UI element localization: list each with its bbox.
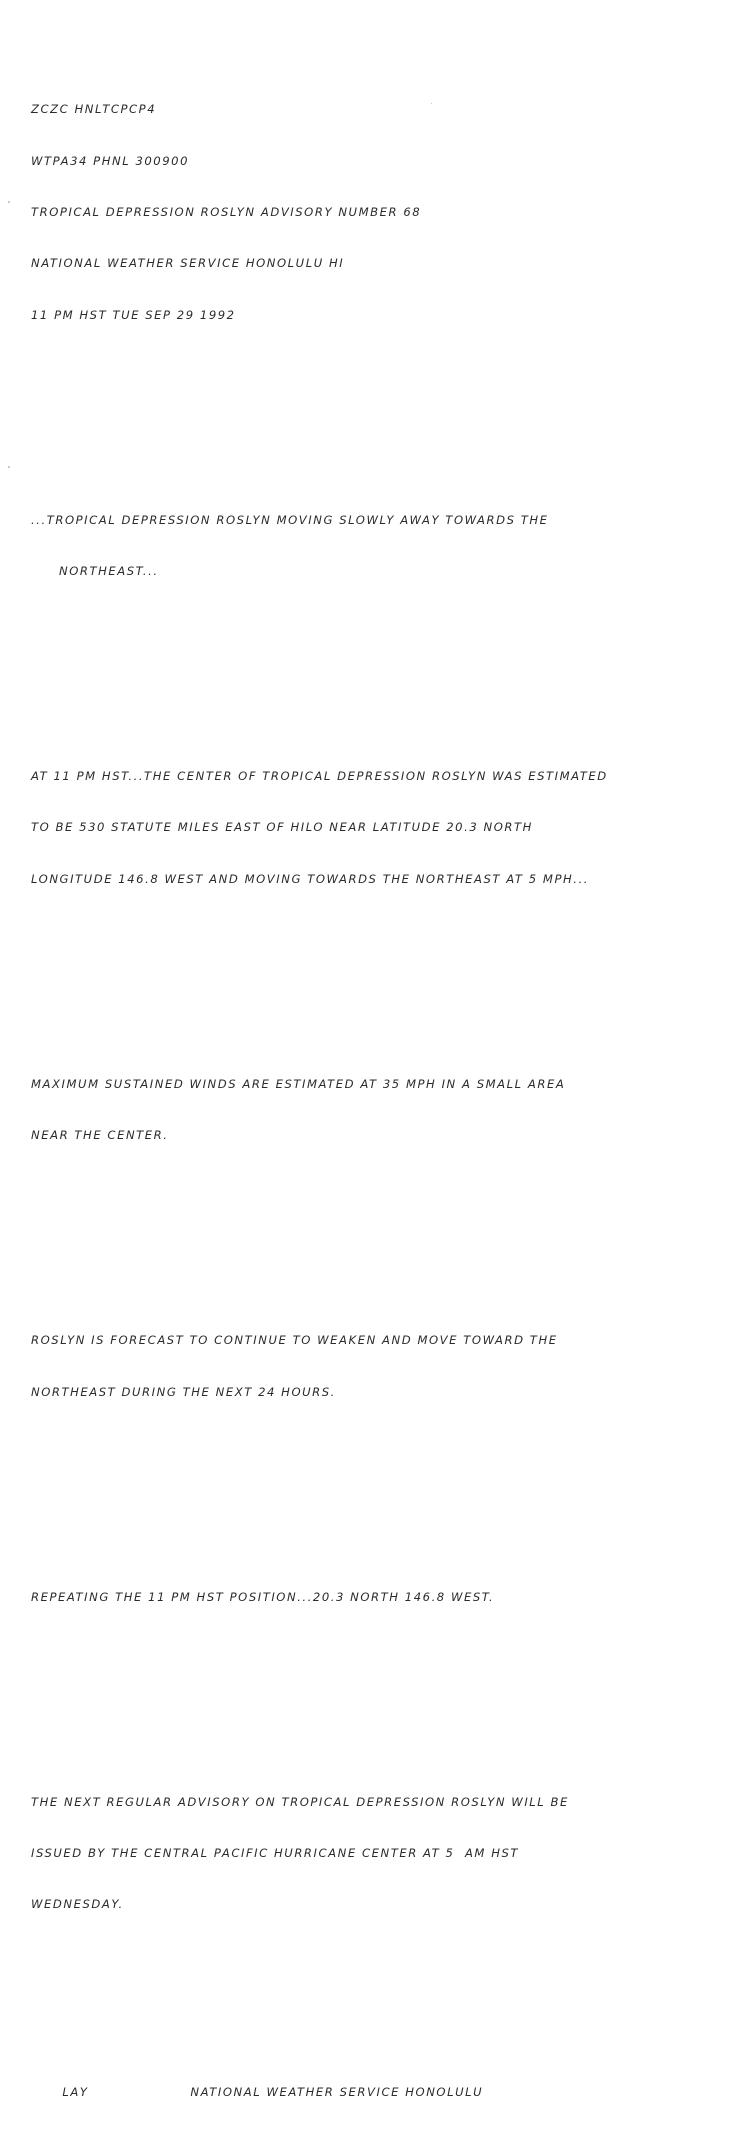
paragraph-line: NORTHEAST DURING THE NEXT 24 HOURS. [31, 1384, 336, 1399]
signature-line [31, 2067, 731, 2100]
paragraph-line: WEDNESDAY. [31, 1897, 124, 1912]
bulletin-header [31, 67, 731, 358]
blank-line [31, 1230, 731, 1247]
blank-line [31, 1486, 731, 1503]
wmo-header: WTPA34 PHNL 300900 [31, 153, 190, 168]
blank-line [31, 1691, 731, 1708]
paragraph-line: AT 11 PM HST...THE CENTER OF TROPICAL DEPRESSION ROSLYN WAS ESTIMATED [31, 769, 608, 784]
paragraph-line: NEAR THE CENTER. [31, 1128, 169, 1143]
paragraph-line: ISSUED BY THE CENTRAL PACIFIC HURRICANE CENTER AT 5 AM HST [31, 1846, 520, 1861]
scan-speck [431, 103, 432, 104]
issuing-office: NATIONAL WEATHER SERVICE HONOLULU HI [31, 256, 345, 271]
headline-line: NORTHEAST... [59, 564, 159, 578]
paragraph-line: REPEATING THE 11 PM HST POSITION...20.3 NORTH 146.8 WEST. [31, 1589, 495, 1604]
paragraph-line: MAXIMUM SUSTAINED WINDS ARE ESTIMATED AT 35 MPH IN A SMALL AREA [31, 1076, 566, 1091]
headline-line: ...TROPICAL DEPRESSION ROSLYN MOVING SLOWLY AWAY TOWARDS THE [31, 512, 549, 527]
repeating-position-paragraph [31, 1554, 731, 1639]
advisory-title: TROPICAL DEPRESSION ROSLYN ADVISORY NUMBER 68 [31, 205, 422, 220]
scan-speck [8, 466, 10, 468]
winds-paragraph [31, 1042, 731, 1179]
blank-line [31, 973, 731, 990]
blank-line [31, 666, 731, 683]
next-advisory-paragraph [31, 1760, 731, 1948]
blank-line [31, 409, 731, 426]
position-paragraph [31, 734, 731, 922]
issue-time: 11 PM HST TUE SEP 29 1992 [31, 307, 236, 322]
paragraph-line: TO BE 530 STATUTE MILES EAST OF HILO NEAR LATITUDE 20.3 NORTH [31, 820, 533, 835]
signature-office: NATIONAL WEATHER SERVICE HONOLULU [190, 2085, 484, 2100]
headline-paragraph [31, 478, 731, 615]
forecast-paragraph [31, 1298, 731, 1435]
paragraph-line: ROSLYN IS FORECAST TO CONTINUE TO WEAKEN AND MOVE TOWARD THE [31, 1333, 558, 1348]
bulletin-id: ZCZC HNLTCPCP4 [31, 102, 157, 117]
blank-line [31, 1999, 731, 2016]
advisory-text [31, 16, 731, 2136]
forecaster-initials: LAY [62, 2085, 89, 2100]
paragraph-line: THE NEXT REGULAR ADVISORY ON TROPICAL DEPRESSION ROSLYN WILL BE [31, 1794, 569, 1809]
paragraph-line: LONGITUDE 146.8 WEST AND MOVING TOWARDS THE NORTHEAST AT 5 MPH... [31, 871, 589, 886]
scan-speck [8, 201, 10, 203]
